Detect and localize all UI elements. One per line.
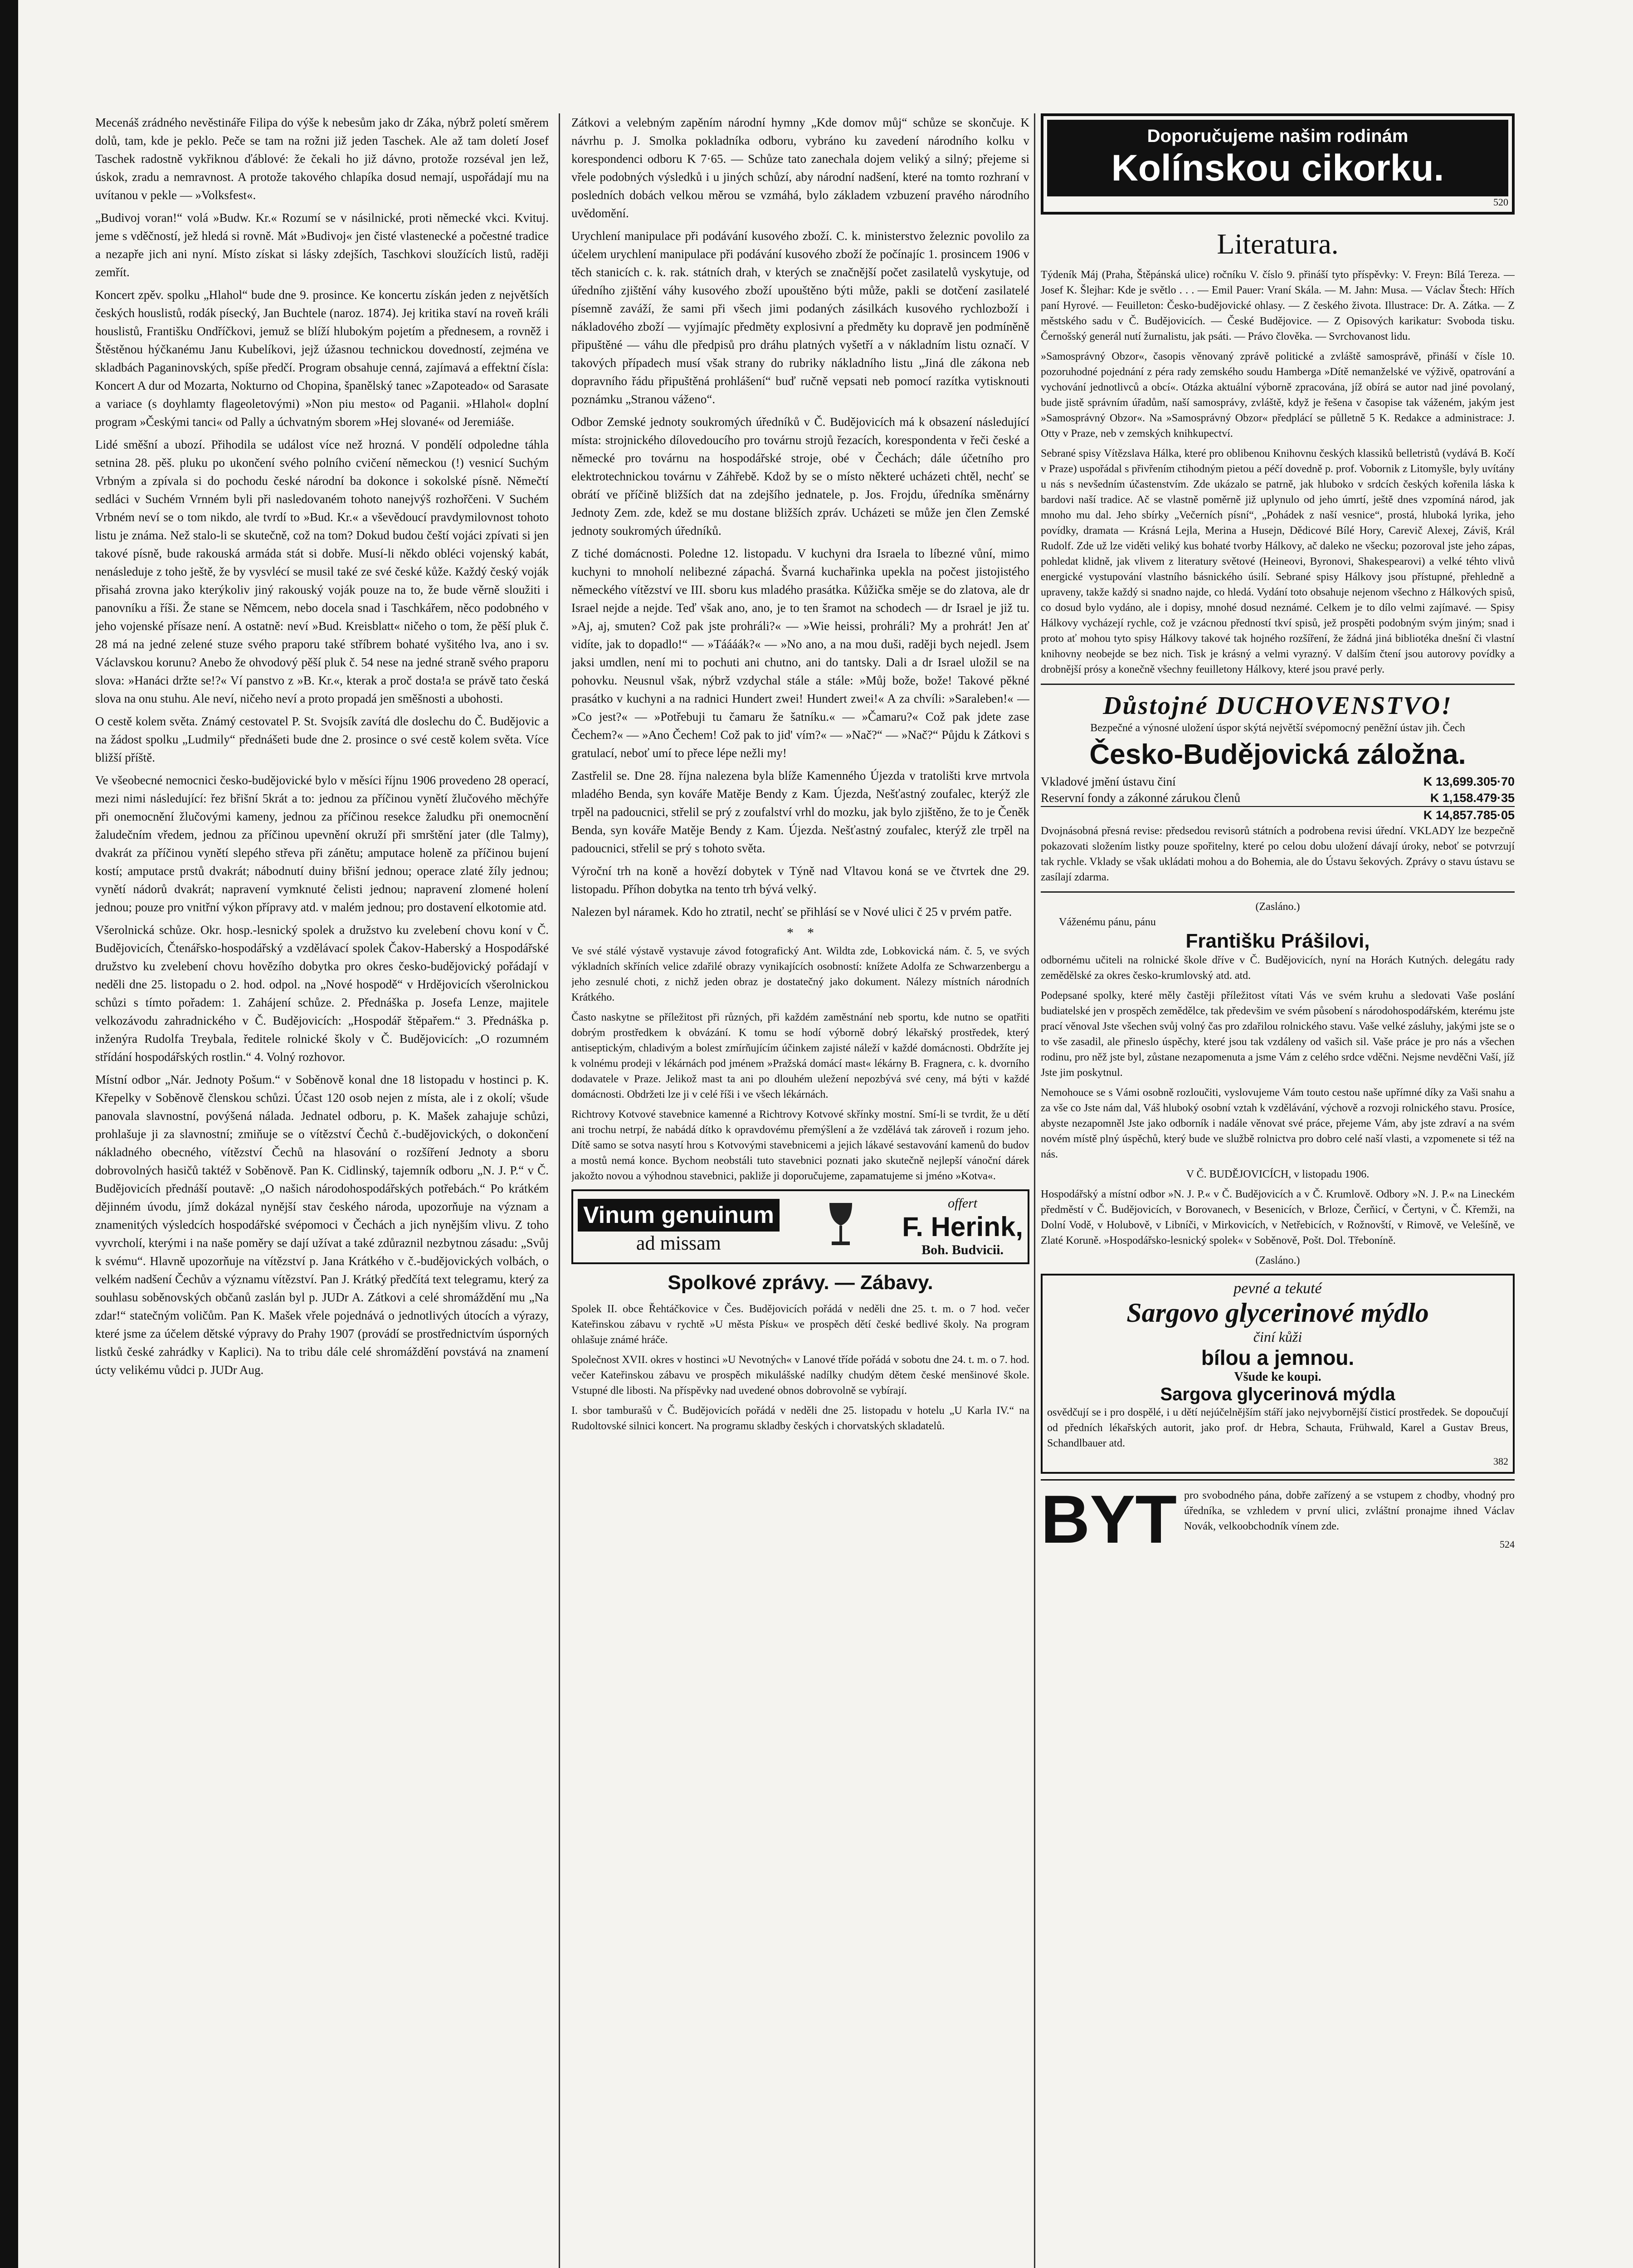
- column-3: [1041, 113, 1515, 2268]
- chalice-icon: [825, 1201, 857, 1253]
- ad-soap-line3: Všude ke koupi.: [1234, 1370, 1321, 1384]
- literatura-item: »Samosprávný Obzor«, časopis věnovaný zprávě politické a zvláště samosprávě, přináší v čísle 10. pozoruhodné pojednání z péra rady zemského soudu Hamberga »Dítě nemanželské ve výživě, opatrování a vychování jednotlivců a obcí«. Otázka aktuální výborně zpracována, jíž obírá se autor nad jiné povolaný, bude jistě správním úřadům, naší samosprávy, zvláště, když je řešena v časopise tak váženém, jakým jest »Samosprávný Obzor«. Na »Samosprávný Obzor« předplácí se půlletně 5 K. Redakce a administrace: J. Otty v Praze, neb v zemských knihkupectví.: [1041, 351, 1515, 440]
- article-paragraph: Urychlení manipulace při podávání kusového zboží. C. k. ministerstvo železnic povolilo za účelem urychlení manipulace při podávání kusového zboží že počínajíc 1. prosincem 1906 v těch stanicích c. k. rak. státních drah, v kterých se značnější počet zasilatelů vyskytuje, od úředního zjištění váhy kusového zboží upouštěno býti může, pakli se dotčení zasilatelé písemně zaváží, že sami při všech jimi podaných zásilkách kusového rychlozboží i nákladového zboží — vyjímajíc předměty explosivní a předměty ku dopravě jen podmíněně připuštěné — váhu dle předpisů pro dráhu platných vyšetří a v nákladním listu označí. V takových případech musí však strany do rubriky nákladního listu „Jiná dle zákona neb dopravního řádu připuštěná prohlášení“ buď ručně vepsati neb pomocí razítka vytisknouti poznámku „Stranou váženo“.: [571, 229, 1029, 406]
- ad-soap-body: osvědčují se i pro dospělé, i u dětí nejúčelnějším stáří jako nejvybornější čisticí prostředek. Se dopoučují od předních lékařských autorit, jako prof. dr Hebra, Schauta, Frühwald, Karel a Gustav Breus, Schandlbauer atd.: [1047, 1407, 1508, 1449]
- article-paragraph: Koncert zpěv. spolku „Hlahol“ bude dne 9. prosince. Ke koncertu získán jeden z největších českých houslistů, rodák písecký, Jan Buchtele (naroz. 1874). Jej kritika staví na roveň králi houslistů, Františku Ondříčkovi, jemuž se blíží hlubokým pojetím a přednesem, a rovněž i Štěstěnou hýčkanému Janu Kubelíkovi, jejž úžasnou technickou dovedností, zejména ve skladbách Paganinovských, spíše předčí. Program obsahuje cenná, zajímavá a effektní čísla: Koncert A dur od Mozarta, Nokturno od Chopina, španělský tanec »Zapoteado« od Sarasate a variace (s doyhlamty flageoletovými) »Non piu mesto« od Paganii. »Hlahol« doplní program »Českými tanci« od Pally a úchvatným sborem »Hej slované« od Jeremiáše.: [95, 288, 549, 429]
- ad-code: 382: [1493, 1456, 1508, 1467]
- article-paragraph: Ve všeobecné nemocnici česko-budějovické bylo v měsíci říjnu 1906 provedeno 28 operací, mezi nimi následující: řez břišní 5krát a to: jednou za příčinou vynětí žlučového měchýře při onemocnění žlučovými kameny, jednou za příčinou resekce žaludku při onemocnění žaludečním vředem, jednou za příčinou upevnění okruží při smrštění jater (dle Talmy), dvakrát za příčinou vynětí slepého střeva při zánětu; amputace holeně za příčinou bujení kostí; amputace prstů dvakrát; nábodnutí duiny břišní jednou; operace zlaté žíly jednou; vynětí nádorů dvakrát; napravení vymknuté čelisti jednou; napravení zlomené holení jednou; pouze pro vnitřní výkon přípravy atd. v malém jednou; pro dostavení elkotomie atd.: [95, 773, 549, 914]
- zaslano-body: Hospodářský a místní odbor »N. J. P.« v Č. Budějovicích a v Č. Krumlově. Odbory »N. J. P.« na Lineckém předměstí v Č. Budějovicích, v Borovanech, v Besenicích, v Brloze, Čerňicí, v Čertyni, v Č. Křemži, na Dolní Vodě, v Holubově, v Libníči, v Mirkovicích, v Netřebicích, v Rožnovští, v Rimově, ve Velešíně, ve Zlaté Koruně. »Hospodářsko-lesnický spolek« v Soběnově, Pošt. Dol. Třeboníně.: [1041, 1188, 1515, 1246]
- literatura-item: Týdeník Máj (Praha, Štěpánská ulice) ročníku V. číslo 9. přináší tyto příspěvky: V. Freyn: Bílá Tereza. — Josef K. Šlejhar: Kde je světlo . . . — Emil Pauer: Vraní Skála. — M. Jahn: Musa. — Václav Štech: Hřích paní Hyrové. — Feuilleton: Česko-budějovické ohlasy. — Z českého života. Illustrace: Dr. A. Zátka. — Z městského sadu v Č. Budějovicích. — České Budějovice. — Z Opisových karikatur: Svoboda tisku. Černošský generál nutí žurnalistu, jak psáti. — Právo člověka. — Svrchovanost lidu.: [1041, 269, 1515, 342]
- zaslano-body: odbornému učiteli na rolnické škole dříve v Č. Budějovicích, nyní na Horách Kutných. delegátu rady zemědělské za okres česko-krumlovský atd. atd.: [1041, 954, 1515, 982]
- article-paragraph: Lidé směšní a ubozí. Přihodila se událost více než hrozná. V pondělí odpoledne táhla setnina 28. pěš. pluku po ukončení svého polního cvičení německou (!) vesnicí Suchým Vrbným a zpívala si do pochodu české národní ba dokonce i sokolské písně. Němečtí sedláci v Suchém Vrnném byli při nasledovaném tohoto nanejvýš rozhořčeni. V Suchém Vrbném neví se o tom nikdo, ale tvrdí to »Bud. Kr.« a vševědoucí pravdymilovnost tohoto listu je známa. Než stalo-li se skutečně, což na tom? Dokud budou čeští vojáci zpívati si jen takové písně, bude rakouská armáda stát si dobře. Musí-li někdo obléci vojenský kabát, nenásleduje z toho ještě, že by vysvlécí se musil také ze své české kůže. Každý český voják přisahá zrovna jako kterýkoliv jiný rakouský voják pouze na to, že bude věrně sloužiti i panovníku a říši. Že stane se Němcem, nebo docela snad i Taschkářem, něco podobného v jeho vojenské přísaze není. A ostatně: neví »Bud. Kreisblatt« ničeho o tom, že pěší pluk č. 28 má na jedné zelené stuze svého praporu také stříbrem bohaté vyšitého lva, ano i sv. Václavskou korunu? Anebo že ohvodový pěší pluk č. 54 nese na jedné straně svého praporu slova: »Hanáci držte se!?« Ví panstvo z »B. Kr.«, kterak a proč dosta!a se právě tato česká slova na onu stuhu. Ale neví, ničeho neví a proto propadá jen směšnosti a ubohosti.: [95, 438, 549, 705]
- ad-vinum-sub: ad missam: [636, 1232, 721, 1254]
- zalozna-row-total: [1041, 806, 1515, 823]
- zaslano-body: Podepsané spolky, které měly častěji příležitost vítati Vás ve svém kruhu a sledovati Vaše poslání budiatelské jen v prospěch zemědělce, tak předevšim ve svém působení s národohospodářském, kterému jste prací věnoval Jste všechen svůj volný čas pro zdařilou rolnického stavu. Vaše velké zásluhy, jakými jste se o to vše zasadil, ale přineslo úspěchy, které jsou tak vzdáleny od vašich sil. Vaše práce je pro nás a všechen rodinu, pro něž jste byl, zůstane nezapomenuta a jsme Vám z celého srdce vděčni. Nejsme nevděčni Vaší, jíž Jste jim poskytnul.: [1041, 990, 1515, 1079]
- literatura-item: Sebrané spisy Vítězslava Hálka, které pro oblibenou Knihovnu českých klassiků belletristů (vydává B. Kočí v Praze) uspořádal s přivřením ctihodným pietou a péčí dovedně p. prof. Vobornik z Litomyšle, byly uvítány u nás s nevšedním účastenstvím. Zde ukázalo se patrně, jak hluboko v srdcích českých kořenila láska k bardovi naší tradice. Ač se vlastně poměrně již uplynulo od jeho úmrtí, ještě dnes vzpomíná národ, jak mnoho mu dal. Jeho sbírky „Večerních písní“, „Pohádek z naší vesnice“, prostá, hluboká lyrika, jeho povídky, dramata — Krásná Lejla, Merina a Husejn, Dědicové Bílé Hory, Carevič Alexej, Záviš, Král Rudolf. Zde už lze viděti veliký kus bohaté tvorby Hálkovy, ač daleko ne všecku; pozoroval jste jeho zápas, pohledat klidně, jak vlivem z literatury světové (Heineovi, Byronovi, Shakespearovi) a velké téhto vlivů energické vystupování vlastního básnického úsilí. Sebrané spisy Hálkovy jsou přístupné, přehledně a upraveny, takže každý si snadno najde, co hledá. Vydání toto obsahuje nejenom všechno z Hálkových spisů, co dosud bylo vydáno, ale i dopisy, mnohé dosud neznámé. Celkem je to dílo velmi zajímavé. — Spisy Hálkovy vycházejí rychle, což je vzácnou předností tkví spisů, jež prospěti podobným svým jiným; snad i proto ať mohou tyto spisy Hálkovy takové tak hojného rozšíření, že žádná jiná bibliotéka dnešní či vlastní knihovny neobejde se bez nich. Tisk je krásný a velmi vyrazný. V dalším čtení jsou autorovy povídky a drobnější prósy a konečně všechny feuilletony Hálkovy, které jsou pravé perly.: [1041, 448, 1515, 675]
- column-2: [571, 113, 1029, 2268]
- article-paragraph: Mecenáš zrádného nevěstináře Filipa do výše k nebesům jako dr Záka, nýbrž poletí směrem dolů, tam, kde je peklo. Peče se tam na rožni již jeden Taschek. Ale až tam doletí Josef Taschek radostně vykřiknou ďáblové: že čekali ho již dávno, protože rozséval jen lež, úskok, zradu a nemravnost. A protože takového chlapíka dosud nemají, uspořádají mu na uvítanou v pekle — »Volksfest«.: [95, 116, 549, 202]
- ad-soap-top: pevné a tekuté: [1233, 1280, 1322, 1297]
- ornament-divider: * *: [787, 925, 814, 940]
- ad-vinum-offer: offert: [948, 1196, 978, 1211]
- section-title-literatura: Literatura.: [1217, 228, 1339, 260]
- spolkove-item: I. sbor tamburašů v Č. Budějovicích pořádá v neděli dne 25. listopadu v hotelu „U Karla IV.“ na Rudoltovské silnici koncert. Na programu skladby českých i chorvatských skladatelů.: [571, 1405, 1029, 1432]
- duchovenstvo-title: Důstojné DUCHOVENSTVO!: [1103, 692, 1453, 720]
- notice-paragraph: Často naskytne se příležitost při různých, při každém zaměstnání neb sportu, kde nutno se opatřiti dobrým prostředkem k obvázání. K tomu se hodí výborně dobrý lékařský prostředek, který antiseptickým, chladivým a bolest zmírňujícím účinkem zajisté náleží v každé domácnosti. Obdržíte jej k volnému prodeji v lékárnách pod jménem »Pražská domácí mast« lékárny B. Fragnera, c. k. dvorního dodavatele v Praze. Jelikož mast ta ani po dlouhém uležení nepozbývá své ceny, má býti v každé domácnosti. Obdržeti lze ji v celé říši i ve všech lékárnách.: [571, 1012, 1029, 1100]
- zalozna-row-value: K 1,158.479·35: [1430, 791, 1515, 805]
- ad-byt-text: pro svobodného pána, dobře zařízený a se vstupem z chodby, vhodný pro úředníka, se vzhledem v první ulici, zvláštní pronajme ihned Václav Novák, velkoobchodník vínem zde.: [1184, 1490, 1515, 1532]
- ad-vinum-genuinum: [571, 1189, 1029, 1264]
- zaslano-name: Františku Prášilovi,: [1185, 930, 1370, 952]
- ad-kolinska-cikorka: [1041, 113, 1515, 215]
- article-paragraph: Nalezen byl náramek. Kdo ho ztratil, nechť se přihlásí se v Nové ulici č 25 v prvém patře.: [571, 905, 1012, 919]
- article-paragraph: Odbor Zemské jednoty soukromých úředníků v Č. Budějovicích má k obsazení následující místa: strojnického dílovedoucího pro továrnu strojů řezacích, korespondenta v řeči české a německé pro továrnu na hospodářské stroje, obé v Čechách; dále účetního pro elektrotechnickou továrnu v Záhřebě. Kdož by se o místo některé ucházeti chtěl, nechť se obrátí ve příčině bližších dat na zdejšího jednatele, p. Jos. Frojdu, úředníka směnárny Jednoty Zem. zde, kdež se mu dostane bližších zpráv. Ucházeti se může jen člen Zemské jednoty soukromých úředníků.: [571, 415, 1029, 538]
- zalozna-row-value: K 14,857.785·05: [1423, 808, 1515, 822]
- notice-paragraph: Richtrovy Kotvové stavebnice kamenné a Richtrovy Kotvové skřínky mostní. Smí-li se tvrdit, že u dětí ani trochu netrpí, že nabádá dítko k opravdovému přemýšlení a že vzdělává tak zároveň i rozum jeho. Dítě samo se sotva nasytí hrou s Kotvovými stavebnicemi a jejich lákavé sestavování kamenů do budov a mostů nemá konce. Bychom neobstáli tuto stavebnici poznati jako skutečně nejlepší vánoční dárek jakožto novou a výhodnou stavebnici, pakliže ji doporučujeme, zapamatujeme si jméno »Kotva«.: [571, 1109, 1029, 1182]
- scan-edge: [0, 0, 18, 2268]
- zalozna-row-value: K 13,699.305·70: [1423, 775, 1515, 788]
- ad-code: 520: [1493, 196, 1508, 208]
- divider: [1041, 684, 1515, 685]
- ad-code: 524: [1500, 1539, 1515, 1550]
- article-paragraph: Z tiché domácnosti. Poledne 12. listopadu. V kuchyni dra Israela to líbezné vůní, mimo kuchyni to mnoholí nelibezné zápachá. Švarná kuchařinka upekla na počest jistojistého německého vítězství ve III. sboru kus mladého prasátka. Kůžička směje se do zlatova, ale dr Israel nejde a nejde. Teď však ano, ano, je to ten šramot na schodech — dr Israel je již tu. »Aj, aj, smuten? Což pak jste prohráli?« — »Wie heissi, prohráli? My a prohrát! Jen ať vidíte, jak to dopadlo!“ — »Táááák?« — »No ano, a na mou duši, raději bych nejedl. Jsem jaksi umdlen, není mi to pochuti ani chutno, ani do tantsky. Dali a dr Israel uložil se na pohovku. Neusnul však, nýbrž vzdychal stále a stále: »Můj bože, bože! Takové pěkné prasátko v kuchyni a na radnici Hundert zwei! Hundert zwei!« A za chvíli: »Saraleben!« — »Co jest?« — »Potřebuji tu čamaru že šatníku.« — »Čamaru?« Což pak jdete zase Čechem?« — »Ano Čechem! Což pak to jid' vím?« — »Nač?“ — »Nač?“ Půjdu k Zátkovi s gratulací, neboť umí to přece lépe nežli my!: [571, 547, 1029, 760]
- zalozna-row: [1041, 773, 1515, 790]
- spolkove-item: Společnost XVII. okres v hostinci »U Nevotných« v Lanové tříde pořádá v sobotu dne 24. t. m. o 7. hod. večer Kateřinskou zábavu ve prospěch mikulášské nadílky chudým dětem české menšinové škole. Vstupné dle libosti. Na příspěvky nad uvedené obnos dobrovolně se vybírají.: [571, 1354, 1029, 1397]
- zalozna-row: [1041, 790, 1515, 806]
- article-paragraph: „Budivoj voran!“ volá »Budw. Kr.« Rozumí se v násilnické, proti německé vkci. Kvituj. jeme s vděčností, jež hledá si rovně. Mát »Budivoj« jen čisté vlastenecké a počestné tradice a nezapře jich ani nyní. Místo získat si lásky zdejších, Taschkovi sloužících listů, raději zemřít.: [95, 211, 549, 279]
- zalozna-row-label: Vkladové jmění ústavu činí: [1041, 775, 1176, 788]
- ad-byt-big: BYT: [1041, 1481, 1177, 1557]
- zalozna-note: Dvojnásobná přesná revise: předsedou revisorů státních a podrobena revisi úřední. VKLADY lze bezpečně pokazovati složením listky pouze spořitelny, které po celou dobu uložení dávají úroky, neboť se potvrzují tak rychle. Vklady se však ukládati mohou a do Bohemia, ale do Ústavu šekových. Zprávy o stavu ústavu se zasílají zdarma.: [1041, 825, 1515, 883]
- zaslano-body: V Č. BUDĚJOVICÍCH, v listopadu 1906.: [1186, 1168, 1370, 1180]
- ad-byt: [1041, 1479, 1515, 1557]
- article-paragraph: Zastřelil se. Dne 28. října nalezena byla blíže Kamenného Újezda v tratolišti krve mrtvola mladého Benda, syn kováře Matěje Bendy z Kam. Újezda, Nešťastný zoufalec, kterýž zle trpěl na padoucnici, střelil se prý z zoufalství vrhl do mozku, jak bylo zjištěno, že to je Čeněk Benda, syn kováře Matěje Bendy z Kam. Újezda. Nešťastný zoufalec, kterýž zle trpěl na padoucnici, střelil se prý s tohoto světa.: [571, 769, 1029, 855]
- ad-vinum-name: F. Herink,: [902, 1212, 1023, 1242]
- ad-soap-line2: bílou a jemnou.: [1201, 1346, 1355, 1369]
- ad-sargovo-mydlo: [1041, 1274, 1515, 1474]
- zaslano-title: (Zasláno.): [1255, 901, 1300, 913]
- duchovenstvo-sub: Bezpečné a výnosné uložení úspor skýtá největší svépomocný peněžní ústav jih. Čech: [1090, 722, 1465, 734]
- notice-paragraph: Ve své stálé výstavě vystavuje závod fotografický Ant. Wildta zde, Lobkovická nám. č. 5, ve svých výkladních skříních velice zdařilé obrazy vynikajících osobností: knížete Adolfa ze Schwarzenbergu a jeho zesnulé choti, z nichž jeden obraz je dostatečný jako dokument. Nálezy místních národních Krátkého.: [571, 945, 1029, 1003]
- ad-soap-line1: činí kůži: [1253, 1329, 1302, 1345]
- zalozna-title: Česko-Budějovická záložna.: [1089, 739, 1466, 770]
- column-rule-1: [559, 113, 560, 2268]
- article-paragraph: O cestě kolem světa. Známý cestovatel P. St. Svojsík zavítá dle doslechu do Č. Budějovic a na žádost spolku „Ludmily“ přednášeti bude dne 2. prosince o své cestě kolem světa. Více bližší příště.: [95, 714, 549, 764]
- divider: [1041, 891, 1515, 893]
- zalozna-row-label: Reservní fondy a zákonné zárukou členů: [1041, 791, 1241, 805]
- article-paragraph: Výroční trh na koně a hovězí dobytek v Týně nad Vltavou koná se ve čtvrtek dne 29. listopadu. Příhon dobytka na tento trh bývá velký.: [571, 864, 1029, 896]
- zaslano-greeting: Váženému pánu, pánu: [1059, 916, 1156, 928]
- ad-soap-line4: Sargova glycerinová mýdla: [1160, 1384, 1395, 1404]
- zaslano-body: Nemohouce se s Vámi osobně rozloučiti, vyslovujeme Vám touto cestou naše upřímné díky za Vaši snahu a za vše co Jste nám dal, Váš hluboký osobní vztah k vzdělávání, výchově a rozvoji rolnického stavu. Prosíce, abyste nezapomněl Jste jako odborník i nadále věnovat své práce, přejeme Vám, aby jste zdraví a na svém novém místě plný úspěchů, který bude ve službě rolnictva pro dobro celé naší vlasti, a vzpomenete si též na nás.: [1041, 1087, 1515, 1160]
- ad-kolinska-line1: Doporučujeme našim rodinám: [1147, 126, 1409, 146]
- column-1: [95, 113, 549, 2268]
- zaslano-title: (Zasláno.): [1255, 1255, 1300, 1266]
- section-title-spolkove: Spolkové zprávy. — Zábavy.: [668, 1271, 933, 1294]
- article-paragraph: Místní odbor „Nár. Jednoty Pošum.“ v Soběnově konal dne 18 listopadu v hostinci p. K. Křepelky v Soběnově členskou schůzi. Účast 120 osob nejen z místa, ale i z okolí; všude panovala slavnostní, povýšená nálada. Jednatel odboru, p. K. Mašek zahajuje schůzi, prohlašuje ji za slavnostní; zmiňuje se o vítězství Čechů č.-budějovických, o dokončení nákladného obecného, vítězství Čechů na hlasování o rozšíření Jednoty a sboru dobrovolných hasičů taktéž v Soběnově. Pan K. Cidlinský, tajemník odboru „N. J. P.“ v Č. Budějovicích přednáší poutavě: „O našich národohospodářských potřebách.“ Po krátkém dějinném úvodu, jímž dokázal nynější stav českého národa, upozorňuje na význam a znamenitých výsledcích hospodářské svépomoci v Čechách a jich nynějším vlivu. Z toho vyvrcholí, kterými i na naše poměry se dají užívat a také zdůraznil nezbytnou zásadu: „Svůj k svému“. Hlavně upozorňuje na vítězství p. Jana Krátkého v č.-budějovických volbách, o velkém nadšení Čechův a významu vítězství. Pan J. Krátký předčítá text telegramu, který za souhlasu soběnovských občanů zaslán byl p. JUDr A. Zátkovi a celé shromáždění mu „Na zdar!“ statečným voličům. Pan K. Mašek vřele pojednává o jednotlivých útocích a výrazy, které jsme za účelem dětské výpravy do Prahy 1907 (provádí se prostřednictvím úsporných listků české zahrádky v Kaplici). Na to tribu dále celé shromáždění povstává na znamení úcty velikému vůdci p. JUDr Aug.: [95, 1073, 549, 1377]
- column-rule-2: [1034, 113, 1035, 2268]
- spolkove-item: Spolek II. obce Řehtáčkovice v Čes. Budějovicích pořádá v neděli dne 25. t. m. o 7 hod. večer Kateřinskou zábavu v rychtě »U města Písku« ve prospěch dětí české bedlivé školy. Na program ohlašuje známé hráče.: [571, 1303, 1029, 1346]
- article-paragraph: Zátkovi a velebným zapěním národní hymny „Kde domov můj“ schůze se skončuje. K návrhu p. J. Smolka pokladníka odboru, vybráno ku zavedení národního kolku v korespondenci odboru K 7·65. — Schůze tato zanechala dojem veliký a silný; přejeme si vřele podobných výsledků i u jiných schůzí, aby národní nadšení, které na tomto rozhraní v posledních dobách velkou měrou se vzmáhá, bylo základem vzbuzení pravého národního uvědomění.: [571, 116, 1029, 220]
- ad-kolinska-line2: Kolínskou cikorku.: [1111, 147, 1444, 189]
- ad-vinum-place: Boh. Budvicii.: [921, 1242, 1004, 1257]
- ad-soap-brand: Sargovo glycerinové mýdlo: [1126, 1298, 1429, 1328]
- article-paragraph: Všerolnická schůze. Okr. hosp.-lesnický spolek a družstvo ku zvelebení chovu koní v Č. Budějovicích, Čtenářsko-hospodářský a vzdělávací spolek Čakov-Haberský a Hospodářské družstvo ku zvelebení chovu hovězího dobytka pro okres česko-budějovický pořádají v neděli dne 25. listopadu o 2. hod. odpol. na „Nové hospodě“ v Hrdějovicích všerolnickou schůzi s tímto pořadem: 1. Zahájení schůze. 2. Přednáška p. Josefa Lenze, majitele velkozávodu zahradnického v Č. Budějovicích: „Hospodář štěpařem.“ 3. Přednáška p. inženýra Rudolfa Treybala, ředitele rolnické školy v Č. Budějovicích: „O rozumném střídání hospodářských rostlin.“ 4. Volný rozhovor.: [95, 923, 549, 1064]
- ad-vinum-title: Vinum genuinum: [578, 1199, 780, 1232]
